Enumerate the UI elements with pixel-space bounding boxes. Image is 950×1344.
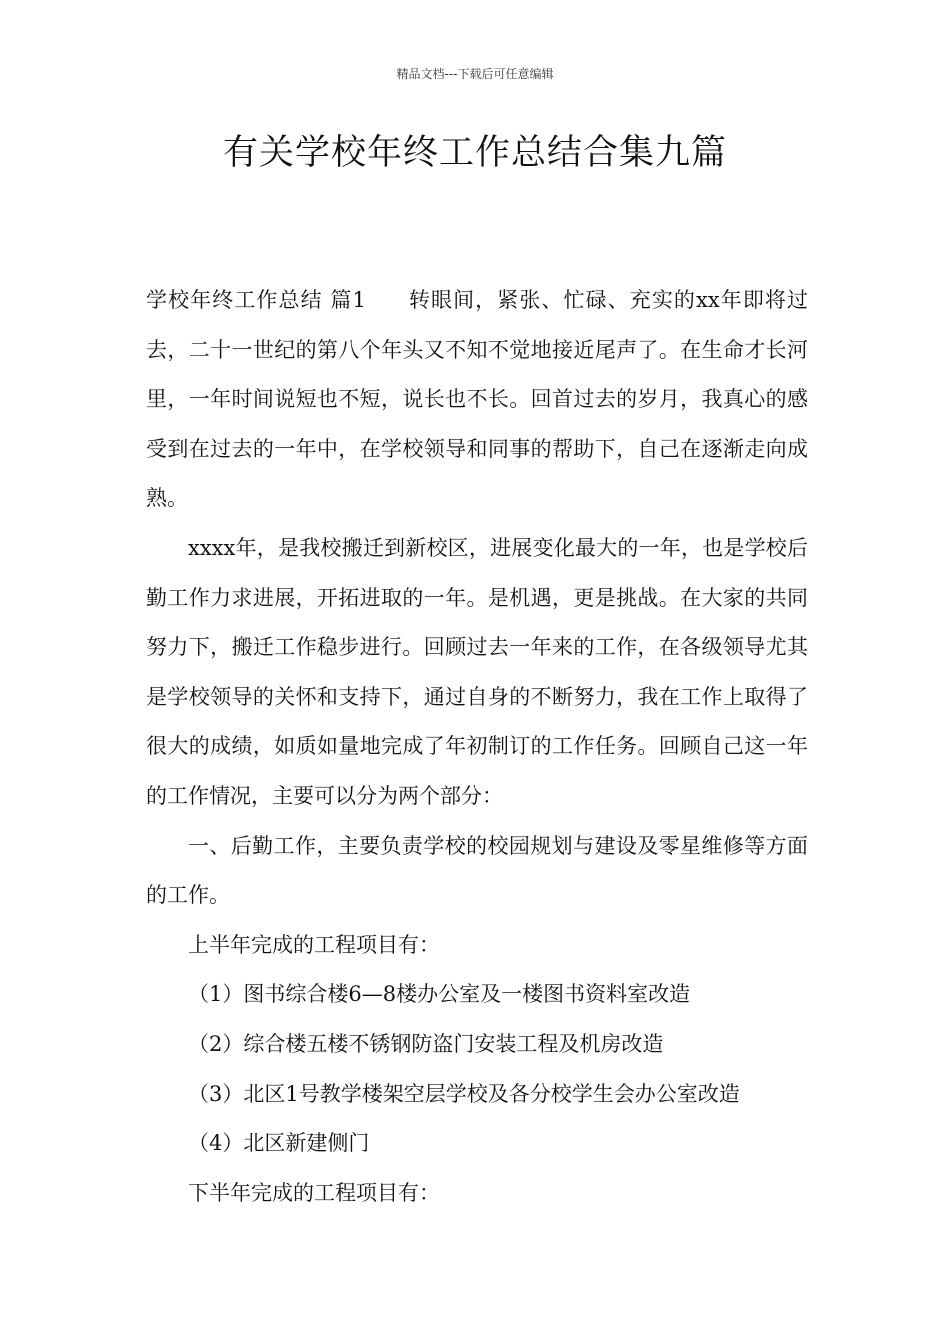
paragraph-intro xyxy=(146,276,808,524)
document-body xyxy=(146,276,808,1218)
section-label: 学校年终工作总结 篇1 xyxy=(146,288,366,312)
list-item: （2）综合楼五楼不锈钢防盗门安装工程及机房改造 xyxy=(188,1031,664,1056)
list-item: （3）北区1号教学楼架空层学校及各分校学生会办公室改造 xyxy=(188,1081,740,1106)
document-title: 有关学校年终工作总结合集九篇 xyxy=(222,133,727,173)
list-item: （1）图书综合楼6—8楼办公室及一楼图书资料室改造 xyxy=(188,982,691,1007)
list-item: （4）北区新建侧门 xyxy=(188,1131,370,1156)
paragraph-subheading: 下半年完成的工程项目有： xyxy=(188,1180,440,1205)
page-header: 精品文档---下载后可任意编辑 xyxy=(396,67,554,81)
paragraph-text: 转眼间，紧张、忙碌、充实的xx年即将过去，二十一世纪的第八个年头又不知不觉地接近尾声了。在生命才长河里，一年时间说短也不短，说长也不长。回首过去的岁月，我真心的感受到在过去的一年中，在学校领导和同事的帮助下，自己在逐渐走向成熟。 xyxy=(146,288,809,511)
paragraph: 一、后勤工作，主要负责学校的校园规划与建设及零星维修等方面的工作。 xyxy=(146,833,808,908)
paragraph-subheading: 上半年完成的工程项目有： xyxy=(188,932,440,957)
paragraph: xxxx年，是我校搬迁到新校区，进展变化最大的一年，也是学校后勤工作力求进展，开拓进取的一年。是机遇，更是挑战。在大家的共同努力下，搬迁工作稳步进行。回顾过去一年来的工作，在各级领导尤其是学校领导的关怀和支持下，通过自身的不断努力，我在工作上取得了很大的成绩，如质如量地完成了年初制订的工作任务。回顾自己这一年的工作情况，主要可以分为两个部分： xyxy=(146,535,808,808)
